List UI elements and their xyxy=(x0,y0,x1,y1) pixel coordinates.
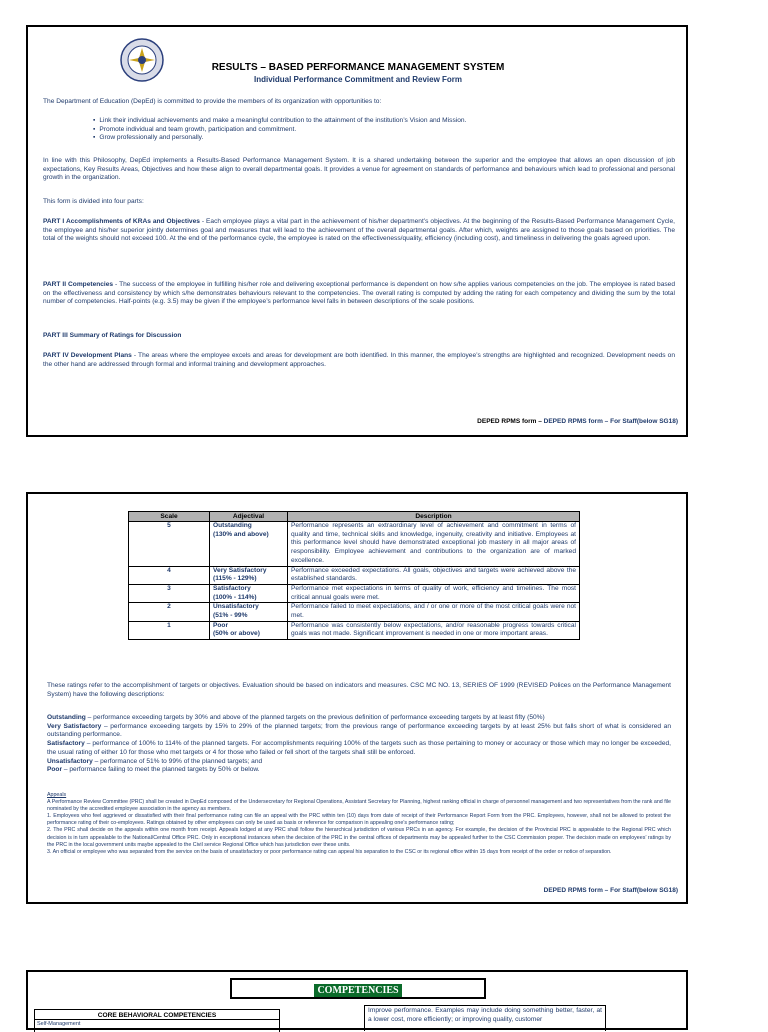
definition-text: – performance exceeding targets by 30% and above of the planned targets on the previous definition of performance exceeding targets by at least fifty (50%) xyxy=(85,714,545,721)
definition-item xyxy=(47,758,671,767)
description-cell: Performance represents an extraordinary level of achievement and commitment in terms of quality and time, technical skills and knowledge, ingenuity, creativity and initiative. Employees at this performance level should have demonstrated exceptional job mastery in all major areas of responsibility. Employee achievement and contributions to the organization are of marked excellence. xyxy=(288,522,580,567)
self-management-label: Self-Management xyxy=(35,1019,279,1028)
table-row xyxy=(129,522,580,567)
intro-text: The Department of Education (DepEd) is committed to provide the members of its organization with opportunities to: xyxy=(43,98,382,105)
form-page-1 xyxy=(26,25,688,437)
appeals-paragraph: 3. An official or employee who was separated from the service on the basis of unsatisfactory or poor performance rating can appeal his separation to the CSC or its regional office within 15 days from receipt of the order or notice of separation. xyxy=(47,848,612,855)
form-title: RESULTS – BASED PERFORMANCE MANAGEMENT SYSTEM xyxy=(211,62,505,73)
description-cell: Performance was consistently below expectations, and/or reasonable progress towards critical goals was not made. Significant improvement is needed in one or more important areas. xyxy=(288,621,580,639)
definition-item xyxy=(47,766,671,775)
definition-term: Satisfactory xyxy=(47,740,85,748)
form-subtitle: Individual Performance Commitment and Review Form xyxy=(253,75,463,84)
adjectival-label: Satisfactory xyxy=(213,584,251,592)
definition-text: – performance exceeding targets by 15% to 29% of the planned targets; from the previous range of performance exceeding targets by at least 25% but falls short of what is considered an outstanding performance. xyxy=(47,722,671,739)
part3-paragraph xyxy=(43,332,675,341)
part4-heading: PART IV Development Plans xyxy=(43,352,132,359)
column-header-adjectival: Adjectival xyxy=(210,512,288,522)
adjectival-label: Very Satisfactory xyxy=(213,566,267,574)
scale-cell: 3 xyxy=(129,584,210,602)
definition-term: Poor xyxy=(47,766,63,774)
adjectival-cell xyxy=(210,584,288,602)
form-page-3 xyxy=(26,970,688,1030)
part2-paragraph xyxy=(43,281,675,307)
rating-definitions xyxy=(47,714,671,775)
definition-term: Outstanding xyxy=(47,714,86,721)
adjectival-cell xyxy=(210,566,288,584)
table-row xyxy=(129,603,580,621)
part1-paragraph xyxy=(43,218,675,244)
appeals-heading: Appeals xyxy=(47,792,67,798)
page2-footer xyxy=(544,887,678,894)
description-cell: Performance exceeded expectations. All goals, objectives and targets were achieved above the established standards. xyxy=(288,566,580,584)
definition-text: – performance of 100% to 114% of the planned targets. For accomplishments requiring 100% of the targets such as those pertaining to money or accuracy or those which may no longer be exceeded, the usual rating of either 10 for those who met targets or 4 for those who failed or fell short of the targets shall still be enforced. xyxy=(47,740,671,756)
divided-text: This form is divided into four parts: xyxy=(43,198,144,205)
goals-list xyxy=(43,117,725,143)
footer-form-name: DEPED RPMS form – For Staff(below SG18) xyxy=(543,418,678,425)
part3-heading: PART III Summary of Ratings for Discussion xyxy=(43,332,182,339)
part4-body: - The areas where the employee excels and areas for development are both identified. In this manner, the employee’s strengths are highlighted and recognized. Development needs on the other hand are addressed through formal and informal training and development approaches. xyxy=(43,352,675,368)
adjectival-range: (51% - 99% xyxy=(213,612,248,620)
scale-cell: 1 xyxy=(129,621,210,639)
footer-form-name: DEPED RPMS form – For Staff(below SG18) xyxy=(543,887,678,894)
competencies-title-box xyxy=(230,978,486,999)
table-header-row xyxy=(129,512,580,522)
ratings-intro-text: These ratings refer to the accomplishment of targets or objectives. Evaluation should be based on indicators and measures. CSC MC NO. 13, SERIES OF 1999 (REVISED Polices on the Performance Management System) have the following descriptions: xyxy=(47,682,671,698)
appeals-paragraph: 2. The PRC shall decide on the appeals within one month from receipt. Appeals lodged at any PRC shall follow the hierarchical jurisdiction of various PRCs in an agency. For example, the decision of the Provincial PRC is appealable to the Regional PRC which decision is in turn appealable to the National/Central Office PRC. Only in exceptional instances when the decision of the PRC in the central offices of departments may be appealed further to the CSC Commission proper. The decision made on employees’ ratings by the PRC in the local government units maybe appealed to the Civil service Regional Office which has jurisdiction over these units. xyxy=(47,827,671,848)
form-page-2 xyxy=(26,492,688,904)
part4-paragraph xyxy=(43,352,675,369)
definition-text: – performance failing to meet the planned targets by 50% or below. xyxy=(62,766,260,774)
definition-item xyxy=(47,723,671,740)
description-cell: Performance met expectations in terms of quality of work, efficiency and timelines. The most critical annual goals were met. xyxy=(288,584,580,602)
competency-description-box: Improve performance. Examples may include doing something better, faster, at a lower cost, more efficiently; or improving quality, customer xyxy=(364,1005,606,1031)
definition-item xyxy=(47,740,671,757)
adjectival-label: Unsatisfactory xyxy=(213,603,259,611)
definition-item xyxy=(47,714,671,723)
appeals-paragraph: 1. Employees who feel aggrieved or dissatisfied with their final performance rating can file an appeal with the PRC within ten (10) days from date of receipt of their Performance Report Form from the PRC. Employees, however, shall not be allowed to protest the performance rating of their co-employees. Ratings obtained by other employees can only be used as basis or reference for comparison in appealing one’s performance rating; xyxy=(47,813,671,827)
deped-seal-icon xyxy=(120,38,164,82)
adjectival-cell xyxy=(210,621,288,639)
adjectival-range: (130% and above) xyxy=(213,530,269,538)
adjectival-label: Outstanding xyxy=(213,522,252,529)
core-competencies-heading: CORE BEHAVIORAL COMPETENCIES xyxy=(97,1012,217,1019)
table-row xyxy=(129,621,580,639)
adjectival-range: (115% - 129%) xyxy=(213,575,257,583)
adjectival-cell xyxy=(210,522,288,567)
core-competencies-box xyxy=(34,1009,280,1032)
table-row xyxy=(129,584,580,602)
appeals-paragraph: A Performance Review Committee (PRC) shall be created in DepEd composed of the Undersecretary for Regional Operations, Assistant Secretary for Planning, highest ranking official in charge of personnel management and two representatives from the rank and file nominated by the accredited employee association in the agency as members. xyxy=(47,799,671,813)
part2-heading: PART II Competencies xyxy=(43,281,114,288)
list-item: ▪ Grow professionally and personally. xyxy=(93,134,725,143)
column-header-description: Description xyxy=(288,512,580,522)
adjectival-range: (100% - 114%) xyxy=(213,593,257,601)
philosophy-text: In line with this Philosophy, DepEd implements a Results-Based Performance Management System. It is a shared undertaking between the superior and the employee that allows an open discussion of job expectations, Key Results Areas, Objectives and how these align to overall departmental goals. It provides a venue for agreement on standards of performance and behaviours which lead to professional and personal growth in the organization. xyxy=(43,157,675,182)
scale-cell: 4 xyxy=(129,566,210,584)
footer-label: DEPED RPMS form – xyxy=(477,418,544,425)
page1-footer xyxy=(477,418,678,425)
table-row xyxy=(129,566,580,584)
description-cell: Performance failed to meet expectations, and / or one or more of the most critical goals were not met. xyxy=(288,603,580,621)
rating-scale-table xyxy=(128,511,580,640)
adjectival-range: (50% or above) xyxy=(213,630,260,638)
column-header-scale: Scale xyxy=(129,512,210,522)
list-item: ▪ Promote individual and team growth, participation and commitment. xyxy=(93,126,725,135)
list-item: ▪ Link their individual achievements and make a meaningful contribution to the attainment of the institution’s Vision and Mission. xyxy=(93,117,725,126)
scale-cell: 2 xyxy=(129,603,210,621)
definition-term: Very Satisfactory xyxy=(47,722,102,730)
adjectival-label: Poor xyxy=(213,621,229,629)
definition-term: Unsatisfactory xyxy=(47,757,93,765)
part1-body: - Each employee plays a vital part in the achievement of his/her department’s objectives. At the beginning of the Results-Based Performance Management Cycle, the employee and his/her superior jointly determines goal and measures that will lead to the achievement of the overall departmental goals. After which, weights are assigned to those goals based on priorities. The total of the weights should not exceed 100. At the end of the performance cycle, the employee is rated on the effectiveness/quality, efficiency (including cost), and timeliness in delivering the goals agreed upon. xyxy=(43,218,675,243)
competencies-title: COMPETENCIES xyxy=(314,984,401,997)
part2-body: - The success of the employee in fulfilling his/her role and delivering exceptional performance is dependent on how s/he applies various competencies on the job. The employee is rated based on the effectiveness and consistency by which s/he demonstrates behaviours relevant to the competencies. The overall rating is computed by adding the rating for each competency and dividing the sum by the total number of competencies. Half-points (e.g. 3.5) may be given if the employee’s performance level falls in between descriptions of the scale positions. xyxy=(43,281,676,306)
appeals-section xyxy=(47,792,671,856)
part1-heading: PART I Accomplishments of KRAs and Objectives xyxy=(43,218,200,225)
adjectival-cell xyxy=(210,603,288,621)
scale-cell: 5 xyxy=(129,522,210,567)
definition-text: – performance of 51% to 99% of the planned targets; and xyxy=(92,757,263,765)
